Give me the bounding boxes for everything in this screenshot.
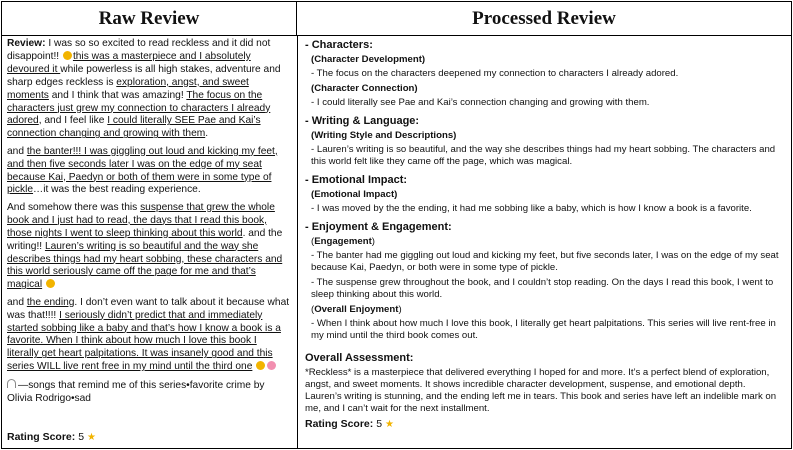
smiley-emoji-icon bbox=[46, 279, 55, 288]
highlighted-text: The focus on the characters just grew my connection to characters I already adored bbox=[7, 89, 271, 127]
review-text: , and I feel like bbox=[38, 115, 108, 127]
star-icon: ★ bbox=[86, 432, 96, 443]
subsection-overall-enjoyment: (Overall Enjoyment) bbox=[311, 304, 402, 315]
review-text: and I think that was amazing! bbox=[48, 89, 187, 101]
section-emotional: - Emotional Impact: bbox=[305, 174, 408, 186]
column-divider bbox=[297, 36, 298, 449]
segments bbox=[7, 38, 281, 139]
characters-item-2: - I could literally see Pae and Kai’s connection changing and growing with them. bbox=[311, 97, 650, 108]
highlighted-text: Lauren’s writing is so beautiful and the way she describes things had my heart sobbing, these characters and this world seriously came off the page for me and that’s magical bbox=[7, 240, 283, 291]
section-enjoyment: - Enjoyment & Engagement: bbox=[305, 221, 452, 233]
writing-item-1: - Lauren’s writing is so beautiful, and the way she describes things had my heart sobbing. The characters and this world felt like they came off the page, which was magical. bbox=[311, 144, 776, 167]
review-text: And somehow there was this bbox=[7, 201, 141, 213]
enjoyment-item-1: - The banter had me giggling out loud and kicking my feet, but five seconds later, I was on the edge of my seat because Kai, Paedyn, or both were in some type of pickle. bbox=[311, 250, 779, 273]
review-text: . bbox=[205, 128, 209, 140]
characters-item-1: - The focus on the characters deepened my connection to characters I already adored. bbox=[311, 68, 679, 79]
heart-hands-emoji-icon bbox=[267, 361, 276, 370]
raw-paragraph-3 bbox=[7, 202, 290, 292]
raw-paragraph-1 bbox=[7, 38, 290, 141]
enjoyment-item-3: - When I think about how much I love this book, I literally get heart palpitations. This series will live rent-free in my mind until the third book comes out. bbox=[311, 318, 776, 341]
review-text bbox=[252, 361, 255, 372]
subsection-character-connection: (Character Connection) bbox=[311, 83, 418, 94]
highlighted-text: the banter!!! I was giggling out loud and kicking my feet, and then five seconds later I was on the edge of my seat because Kai, Paedyn or both of them were in some type of pickle bbox=[7, 145, 278, 196]
segments bbox=[7, 297, 289, 373]
raw-rating bbox=[7, 431, 96, 443]
emotional-item-1: - I was moved by the the ending, it had me sobbing like a baby, which is how I know a book is a favorite. bbox=[311, 203, 752, 214]
rating-label: Rating Score: bbox=[7, 431, 76, 443]
raw-paragraph-4 bbox=[7, 297, 290, 374]
highlighted-text: the ending bbox=[26, 296, 75, 308]
processed-review-header: Processed Review bbox=[297, 2, 791, 36]
segments bbox=[7, 202, 282, 290]
review-text: and bbox=[7, 296, 27, 308]
review-text bbox=[42, 279, 45, 290]
raw-review-body bbox=[7, 38, 290, 410]
review-text: and bbox=[7, 145, 27, 157]
review-text: . I don’t even want to talk about it because what was that!!!! bbox=[7, 296, 290, 321]
headphones-icon bbox=[7, 379, 16, 388]
rating-value: 5 bbox=[78, 431, 85, 443]
overall-assessment-text: *Reckless* is a masterpiece that delivered everything I hoped for and more. It’s a perfect blend of exploration, angst, and sweet moments. It shows incredible character development, suspense, and emotional depth. Lauren’s writing is stunning, and the ending left me in tears. This book and series have left an indelible mark on me, and I can’t wait for the next installment. bbox=[305, 367, 777, 414]
processed-rating bbox=[305, 418, 783, 431]
rating-label: Rating Score: bbox=[305, 418, 374, 430]
processed-review-body bbox=[305, 39, 783, 431]
highlighted-text: this was a masterpiece and I absolutely devoured it bbox=[7, 50, 251, 75]
subsection-character-development: (Character Development) bbox=[311, 54, 426, 65]
enjoyment-item-2: - The suspense grew throughout the book, and I couldn’t stop reading. On the days I read this book, I went to sleep thinking about this world. bbox=[311, 277, 774, 300]
highlighted-text: I could literally SEE Pae and Kai’s connection changing and growing with them bbox=[7, 115, 261, 140]
overall-assessment-title: Overall Assessment: bbox=[305, 352, 414, 364]
raw-review-header: Raw Review bbox=[2, 2, 297, 36]
rating-value: 5 bbox=[376, 418, 383, 430]
segments bbox=[7, 146, 278, 196]
review-label: Review: bbox=[7, 38, 46, 49]
raw-paragraph-5 bbox=[7, 379, 290, 406]
subsection-emotional-impact: (Emotional Impact) bbox=[311, 189, 398, 200]
review-text: . and the writing!! bbox=[7, 227, 283, 252]
review-text: I was so so excited to read reckless and it did not disappoint!! bbox=[7, 38, 271, 62]
crying-emoji-icon bbox=[256, 361, 265, 370]
highlighted-text: suspense that grew the whole book and I just had to read, the days that I read this book, those nights I went to sleep thinking about this world bbox=[7, 201, 275, 239]
subsection-engagement: (Engagement) bbox=[311, 236, 375, 247]
smiley-emoji-icon bbox=[63, 51, 72, 60]
highlighted-text: exploration, angst, and sweet moments bbox=[7, 76, 249, 101]
section-characters: - Characters: bbox=[305, 39, 373, 51]
raw-paragraph-2 bbox=[7, 146, 290, 198]
section-writing: - Writing & Language: bbox=[305, 115, 420, 127]
subsection-writing-style: (Writing Style and Descriptions) bbox=[311, 130, 457, 141]
review-text: …it was the best reading experience. bbox=[33, 184, 201, 196]
highlighted-text: I seriously didn’t predict that and immediately started sobbing like a baby and that’s how I know a book is a favorite. When I think about how much I love this book I literally get heart palpitations. It was insanely good and this series WILL live rent free in my mind until the third one bbox=[7, 309, 281, 373]
star-icon: ★ bbox=[384, 419, 394, 430]
songs-text: —songs that remind me of this series•favorite crime by Olivia Rodrigo•sad bbox=[7, 379, 265, 404]
review-text: while powerless is all high stakes, adventure and sharp edges reckless is bbox=[7, 63, 281, 88]
